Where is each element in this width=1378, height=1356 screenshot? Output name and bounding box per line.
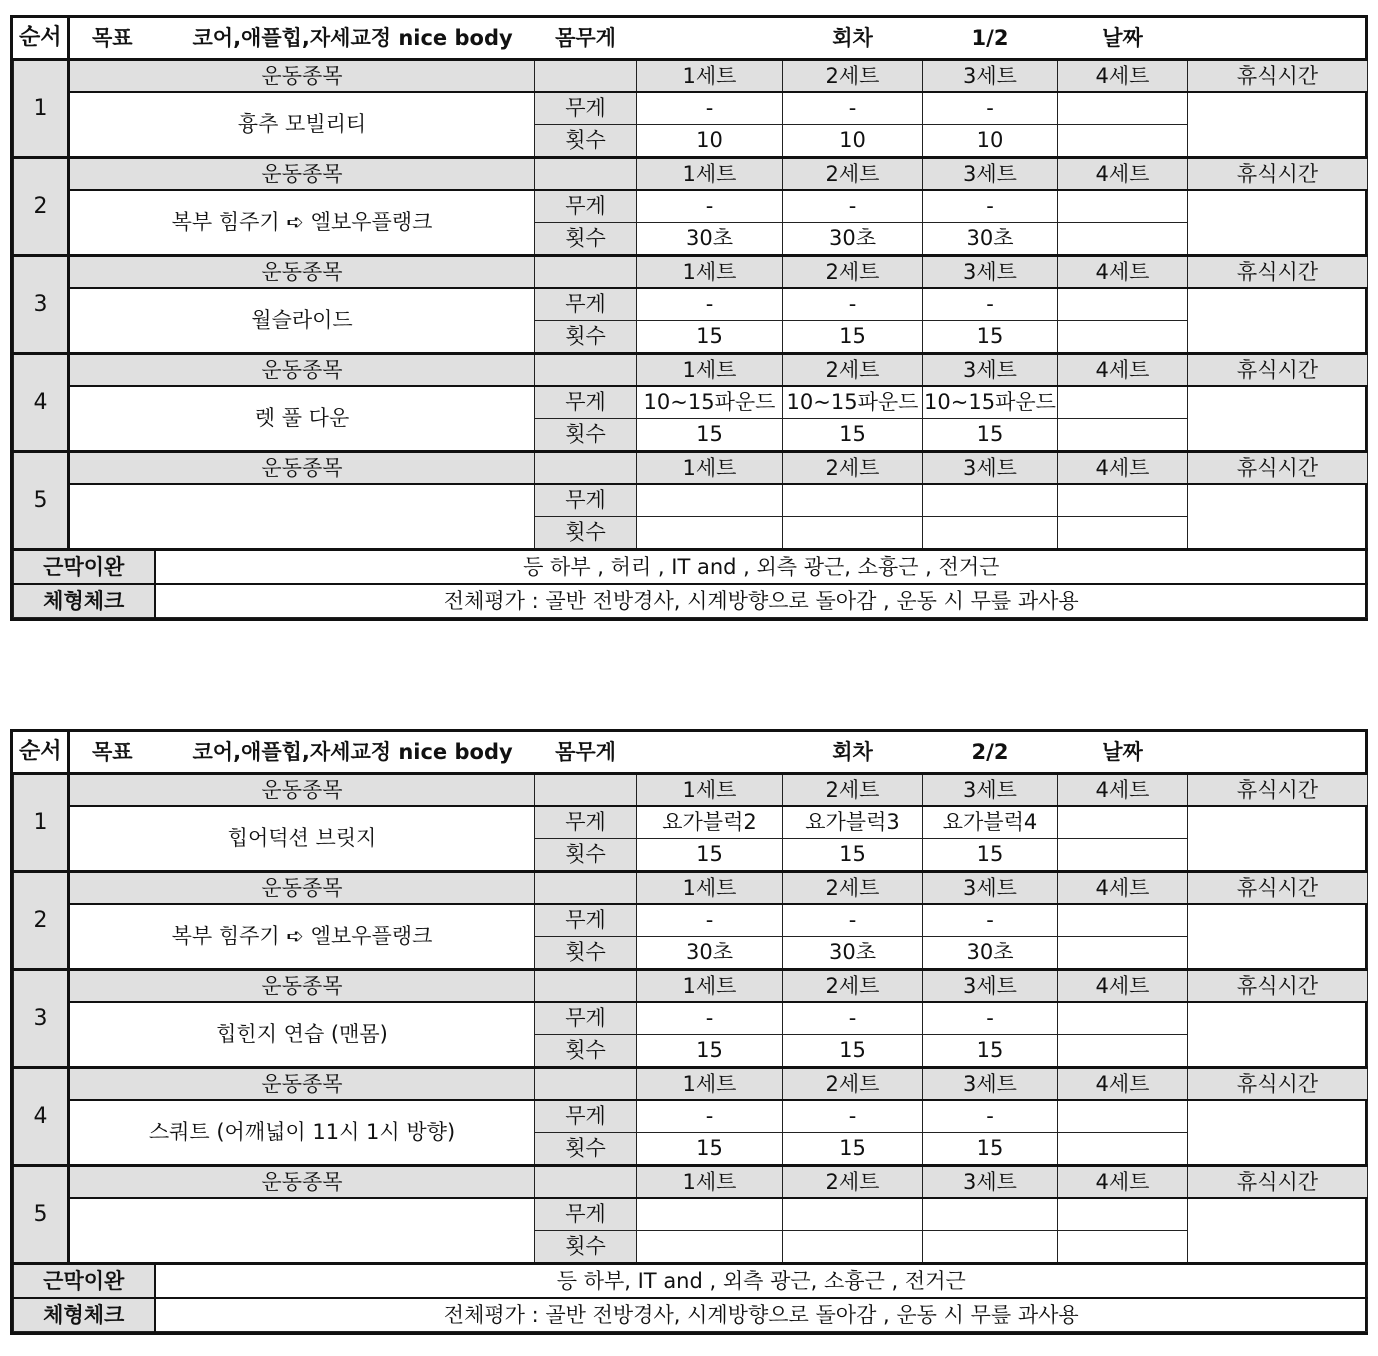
exercise-header-row <box>14 1068 1368 1101</box>
set3-header: 3세트 <box>923 60 1058 93</box>
exercise-label: 운동종목 <box>69 452 535 485</box>
set3-header: 3세트 <box>923 1166 1058 1199</box>
weight-set4[interactable] <box>1058 806 1188 839</box>
weight-set3[interactable]: - <box>923 190 1058 223</box>
weight-row-label: 무게 <box>535 806 637 839</box>
exercise-number: 3 <box>14 970 69 1068</box>
weight-row-label: 무게 <box>535 904 637 937</box>
reps-set2[interactable] <box>783 1231 923 1264</box>
rest-header: 휴식시간 <box>1188 1068 1368 1101</box>
rest-header: 휴식시간 <box>1188 354 1368 387</box>
reps-set2[interactable]: 30초 <box>783 223 923 256</box>
weight-set2[interactable]: 10~15파운드 <box>783 386 923 419</box>
weight-set4[interactable] <box>1058 190 1188 223</box>
reps-set2[interactable]: 15 <box>783 1035 923 1068</box>
set3-header: 3세트 <box>923 872 1058 905</box>
weight-set4[interactable] <box>1058 288 1188 321</box>
set3-header: 3세트 <box>923 970 1058 1003</box>
reps-set1[interactable]: 15 <box>637 1035 783 1068</box>
rest-time[interactable] <box>1188 904 1368 970</box>
order-header: 순서 <box>14 18 69 60</box>
weight-set4[interactable] <box>1058 1002 1188 1035</box>
reps-set1[interactable]: 15 <box>637 1133 783 1166</box>
weight-row-label: 무게 <box>535 92 637 125</box>
weight-row <box>14 386 1368 419</box>
reps-row-label: 횟수 <box>535 223 637 256</box>
weight-set2[interactable] <box>783 1198 923 1231</box>
weight-set3[interactable]: 10~15파운드 <box>923 386 1058 419</box>
reps-set2[interactable]: 15 <box>783 1133 923 1166</box>
weight-set2[interactable]: - <box>783 1002 923 1035</box>
rest-time[interactable] <box>1188 288 1368 354</box>
weight-set3[interactable]: - <box>923 904 1058 937</box>
weight-row-label: 무게 <box>535 484 637 517</box>
exercise-label: 운동종목 <box>69 1068 535 1101</box>
weight-row <box>14 484 1368 517</box>
set3-header: 3세트 <box>923 354 1058 387</box>
set2-header: 2세트 <box>783 452 923 485</box>
exercise-header-row <box>14 872 1368 905</box>
exercise-number: 4 <box>14 354 69 452</box>
goal-label: 목표 <box>69 18 155 60</box>
set4-header: 4세트 <box>1058 1068 1188 1101</box>
goal-value: 코어,애플힙,자세교정 nice body <box>155 732 535 774</box>
workout-sheet-1 <box>10 15 1368 621</box>
weight-set1[interactable] <box>637 484 783 517</box>
reps-set2[interactable] <box>783 517 923 550</box>
weight-set4[interactable] <box>1058 1100 1188 1133</box>
exercise-name[interactable]: 힙힌지 연습 (맨몸) <box>69 1002 535 1068</box>
weight-set3[interactable]: - <box>923 1002 1058 1035</box>
exercise-header-row <box>14 774 1368 807</box>
body-check-value[interactable]: 전체평가 : 골반 전방경사, 시계방향으로 돌아감 , 운동 시 무릎 과사용 <box>155 584 1368 618</box>
body-check-label: 체형체크 <box>14 584 155 618</box>
reps-row-label: 횟수 <box>535 517 637 550</box>
exercise-label: 운동종목 <box>69 256 535 289</box>
exercise-header-row <box>14 60 1368 93</box>
reps-set3[interactable]: 10 <box>923 125 1058 158</box>
exercise-header-row <box>14 158 1368 191</box>
weight-set2[interactable]: - <box>783 288 923 321</box>
body-check-value[interactable]: 전체평가 : 골반 전방경사, 시계방향으로 돌아감 , 운동 시 무릎 과사용 <box>155 1298 1368 1332</box>
session-label: 회차 <box>783 18 923 60</box>
rest-header: 휴식시간 <box>1188 970 1368 1003</box>
fascia-row <box>14 550 1368 585</box>
rest-time[interactable] <box>1188 1002 1368 1068</box>
weight-set4[interactable] <box>1058 904 1188 937</box>
exercise-number: 4 <box>14 1068 69 1166</box>
weight-row-label: 무게 <box>535 1002 637 1035</box>
weight-set2[interactable]: - <box>783 904 923 937</box>
reps-set1[interactable]: 30초 <box>637 937 783 970</box>
weight-set3[interactable]: - <box>923 1100 1058 1133</box>
weight-set1[interactable]: - <box>637 190 783 223</box>
set2-header: 2세트 <box>783 60 923 93</box>
weight-set1[interactable] <box>637 1198 783 1231</box>
rest-time[interactable] <box>1188 484 1368 550</box>
reps-set2[interactable]: 30초 <box>783 937 923 970</box>
exercise-name[interactable] <box>69 484 535 550</box>
exercise-header-row <box>14 452 1368 485</box>
date-value[interactable] <box>1188 18 1368 60</box>
weight-set2[interactable] <box>783 484 923 517</box>
weight-set1[interactable]: 요가블럭2 <box>637 806 783 839</box>
exercise-label: 운동종목 <box>69 158 535 191</box>
weight-row <box>14 1100 1368 1133</box>
reps-set2[interactable]: 15 <box>783 321 923 354</box>
reps-row-label: 횟수 <box>535 1231 637 1264</box>
reps-set4[interactable] <box>1058 839 1188 872</box>
weight-row-label: 무게 <box>535 288 637 321</box>
set2-header: 2세트 <box>783 774 923 807</box>
reps-set4[interactable] <box>1058 937 1188 970</box>
exercise-number: 2 <box>14 872 69 970</box>
body-check-row <box>14 584 1368 618</box>
session-value: 1/2 <box>923 18 1058 60</box>
exercise-number: 5 <box>14 1166 69 1264</box>
reps-set4[interactable] <box>1058 321 1188 354</box>
set4-header: 4세트 <box>1058 60 1188 93</box>
weight-set2[interactable]: - <box>783 92 923 125</box>
set3-header: 3세트 <box>923 1068 1058 1101</box>
header-row <box>14 18 1368 60</box>
weight-set4[interactable] <box>1058 92 1188 125</box>
reps-set3[interactable]: 30초 <box>923 223 1058 256</box>
reps-row-label: 횟수 <box>535 937 637 970</box>
reps-row-label: 횟수 <box>535 1035 637 1068</box>
reps-row-label: 횟수 <box>535 839 637 872</box>
rest-time[interactable] <box>1188 1198 1368 1264</box>
header-row <box>14 732 1368 774</box>
rest-header: 휴식시간 <box>1188 256 1368 289</box>
exercise-label: 운동종목 <box>69 872 535 905</box>
exercise-header-row <box>14 256 1368 289</box>
rest-time[interactable] <box>1188 806 1368 872</box>
reps-set1[interactable]: 15 <box>637 321 783 354</box>
date-label: 날짜 <box>1058 732 1188 774</box>
set4-header: 4세트 <box>1058 774 1188 807</box>
set4-header: 4세트 <box>1058 872 1188 905</box>
exercise-label: 운동종목 <box>69 354 535 387</box>
set1-header: 1세트 <box>637 970 783 1003</box>
exercise-number: 1 <box>14 60 69 158</box>
fascia-value[interactable]: 등 하부, IT and , 외측 광근, 소흉근 , 전거근 <box>155 1264 1368 1299</box>
exercise-header-row <box>14 354 1368 387</box>
rest-header: 휴식시간 <box>1188 452 1368 485</box>
reps-row-label: 횟수 <box>535 419 637 452</box>
rest-time[interactable] <box>1188 386 1368 452</box>
weight-set2[interactable]: 요가블럭3 <box>783 806 923 839</box>
set1-header: 1세트 <box>637 354 783 387</box>
fascia-row <box>14 1264 1368 1299</box>
weight-row-label: 무게 <box>535 1100 637 1133</box>
weight-row <box>14 1002 1368 1035</box>
session-label: 회차 <box>783 732 923 774</box>
weight-set3[interactable] <box>923 1198 1058 1231</box>
rest-time[interactable] <box>1188 190 1368 256</box>
order-header: 순서 <box>14 732 69 774</box>
weight-set3[interactable]: 요가블럭4 <box>923 806 1058 839</box>
weight-set1[interactable]: - <box>637 1100 783 1133</box>
rest-header: 휴식시간 <box>1188 1166 1368 1199</box>
reps-set1[interactable] <box>637 1231 783 1264</box>
exercise-name[interactable]: 월슬라이드 <box>69 288 535 354</box>
weight-label: 몸무게 <box>535 18 637 60</box>
exercise-name[interactable]: 복부 힘주기 ➪ 엘보우플랭크 <box>69 904 535 970</box>
weight-set2[interactable]: - <box>783 1100 923 1133</box>
fascia-label: 근막이완 <box>14 550 155 585</box>
weight-row-label: 무게 <box>535 190 637 223</box>
set2-header: 2세트 <box>783 158 923 191</box>
reps-set4[interactable] <box>1058 1035 1188 1068</box>
exercise-name[interactable]: 힙어덕션 브릿지 <box>69 806 535 872</box>
weight-row <box>14 92 1368 125</box>
reps-set3[interactable] <box>923 1231 1058 1264</box>
reps-set3[interactable]: 15 <box>923 419 1058 452</box>
date-value[interactable] <box>1188 732 1368 774</box>
reps-set1[interactable]: 15 <box>637 839 783 872</box>
rest-header: 휴식시간 <box>1188 60 1368 93</box>
reps-set4[interactable] <box>1058 1133 1188 1166</box>
exercise-header-row <box>14 970 1368 1003</box>
reps-set4[interactable] <box>1058 419 1188 452</box>
set3-header: 3세트 <box>923 256 1058 289</box>
exercise-name[interactable] <box>69 1198 535 1264</box>
fascia-value[interactable]: 등 하부 , 허리 , IT and , 외측 광근, 소흉근 , 전거근 <box>155 550 1368 585</box>
set1-header: 1세트 <box>637 60 783 93</box>
reps-set3[interactable] <box>923 517 1058 550</box>
set2-header: 2세트 <box>783 872 923 905</box>
weight-set1[interactable]: 10~15파운드 <box>637 386 783 419</box>
weight-row <box>14 288 1368 321</box>
reps-set3[interactable]: 15 <box>923 839 1058 872</box>
set4-header: 4세트 <box>1058 970 1188 1003</box>
weight-set2[interactable]: - <box>783 190 923 223</box>
exercise-number: 5 <box>14 452 69 550</box>
goal-label: 목표 <box>69 732 155 774</box>
exercise-name[interactable]: 흉추 모빌리티 <box>69 92 535 158</box>
set3-header: 3세트 <box>923 774 1058 807</box>
reps-set3[interactable]: 15 <box>923 1133 1058 1166</box>
reps-set3[interactable]: 15 <box>923 1035 1058 1068</box>
rest-header: 휴식시간 <box>1188 872 1368 905</box>
set4-header: 4세트 <box>1058 256 1188 289</box>
reps-set4[interactable] <box>1058 125 1188 158</box>
reps-set3[interactable]: 15 <box>923 321 1058 354</box>
exercise-label: 운동종목 <box>69 60 535 93</box>
fascia-label: 근막이완 <box>14 1264 155 1299</box>
set2-header: 2세트 <box>783 1068 923 1101</box>
reps-row-label: 횟수 <box>535 321 637 354</box>
reps-set2[interactable]: 10 <box>783 125 923 158</box>
exercise-name[interactable]: 스쿼트 (어깨넓이 11시 1시 방향) <box>69 1100 535 1166</box>
set1-header: 1세트 <box>637 158 783 191</box>
set1-header: 1세트 <box>637 1068 783 1101</box>
exercise-label: 운동종목 <box>69 774 535 807</box>
weight-set4[interactable] <box>1058 386 1188 419</box>
weight-set4[interactable] <box>1058 1198 1188 1231</box>
set2-header: 2세트 <box>783 354 923 387</box>
reps-row-label: 횟수 <box>535 1133 637 1166</box>
set4-header: 4세트 <box>1058 1166 1188 1199</box>
weight-set3[interactable] <box>923 484 1058 517</box>
weight-label: 몸무게 <box>535 732 637 774</box>
body-check-row <box>14 1298 1368 1332</box>
set1-header: 1세트 <box>637 774 783 807</box>
weight-set3[interactable]: - <box>923 92 1058 125</box>
set2-header: 2세트 <box>783 970 923 1003</box>
goal-value: 코어,애플힙,자세교정 nice body <box>155 18 535 60</box>
rest-header: 휴식시간 <box>1188 158 1368 191</box>
reps-set3[interactable]: 30초 <box>923 937 1058 970</box>
set1-header: 1세트 <box>637 256 783 289</box>
weight-set1[interactable]: - <box>637 92 783 125</box>
exercise-number: 3 <box>14 256 69 354</box>
reps-row-label: 횟수 <box>535 125 637 158</box>
weight-set1[interactable]: - <box>637 288 783 321</box>
set1-header: 1세트 <box>637 872 783 905</box>
reps-set4[interactable] <box>1058 1231 1188 1264</box>
exercise-number: 1 <box>14 774 69 872</box>
weight-set1[interactable]: - <box>637 1002 783 1035</box>
workout-table <box>13 732 1368 1332</box>
set4-header: 4세트 <box>1058 354 1188 387</box>
exercise-label: 운동종목 <box>69 970 535 1003</box>
reps-set1[interactable] <box>637 517 783 550</box>
reps-set4[interactable] <box>1058 517 1188 550</box>
weight-set1[interactable]: - <box>637 904 783 937</box>
reps-set1[interactable]: 15 <box>637 419 783 452</box>
rest-time[interactable] <box>1188 1100 1368 1166</box>
set4-header: 4세트 <box>1058 158 1188 191</box>
date-label: 날짜 <box>1058 18 1188 60</box>
set2-header: 2세트 <box>783 1166 923 1199</box>
reps-set1[interactable]: 30초 <box>637 223 783 256</box>
reps-set2[interactable]: 15 <box>783 419 923 452</box>
rest-header: 휴식시간 <box>1188 774 1368 807</box>
session-value: 2/2 <box>923 732 1058 774</box>
exercise-number: 2 <box>14 158 69 256</box>
set3-header: 3세트 <box>923 452 1058 485</box>
exercise-name[interactable]: 렛 풀 다운 <box>69 386 535 452</box>
set3-header: 3세트 <box>923 158 1058 191</box>
weight-set3[interactable]: - <box>923 288 1058 321</box>
weight-row-label: 무게 <box>535 1198 637 1231</box>
weight-set4[interactable] <box>1058 484 1188 517</box>
weight-row <box>14 190 1368 223</box>
workout-table <box>13 18 1368 618</box>
reps-set4[interactable] <box>1058 223 1188 256</box>
weight-row <box>14 904 1368 937</box>
workout-sheet-2 <box>10 729 1368 1335</box>
exercise-header-row <box>14 1166 1368 1199</box>
reps-set1[interactable]: 10 <box>637 125 783 158</box>
set4-header: 4세트 <box>1058 452 1188 485</box>
exercise-name[interactable]: 복부 힘주기 ➪ 엘보우플랭크 <box>69 190 535 256</box>
weight-row <box>14 806 1368 839</box>
exercise-label: 운동종목 <box>69 1166 535 1199</box>
body-check-label: 체형체크 <box>14 1298 155 1332</box>
set2-header: 2세트 <box>783 256 923 289</box>
set1-header: 1세트 <box>637 1166 783 1199</box>
reps-set2[interactable]: 15 <box>783 839 923 872</box>
rest-time[interactable] <box>1188 92 1368 158</box>
weight-row <box>14 1198 1368 1231</box>
weight-row-label: 무게 <box>535 386 637 419</box>
set1-header: 1세트 <box>637 452 783 485</box>
